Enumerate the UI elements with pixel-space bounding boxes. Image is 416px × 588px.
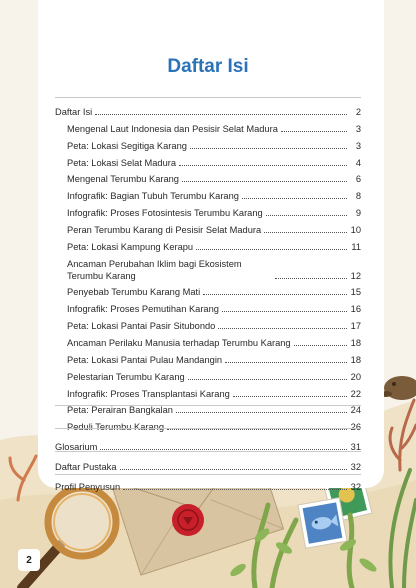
toc-entry[interactable] [55,239,361,253]
divider-after-profil [55,474,361,475]
toc-entry-title: Peta: Lokasi Selat Madura [67,157,177,168]
toc-entry-page: 9 [355,208,361,219]
toc-entry[interactable] [55,171,361,185]
toc-leader-dots [281,131,347,132]
toc-leader-dots [176,412,347,413]
toc-entry[interactable] [55,188,361,202]
toc-entry[interactable] [55,222,361,236]
toc-entry-title: Ancaman Perilaku Manusia terhadap Terumbu Karang [67,337,291,348]
toc-entry-title: Peta: Lokasi Pantai Pasir Situbondo [67,321,216,332]
toc-entry[interactable] [55,284,361,298]
toc-entry[interactable] [55,369,361,383]
toc-entry[interactable] [55,104,361,118]
toc-entry[interactable] [55,479,361,493]
toc-leader-dots [188,379,347,380]
toc-entry-title: Infografik: Bagian Tubuh Terumbu Karang [67,191,239,202]
toc-entry-page: 24 [350,405,361,416]
page-number: 2 [18,549,40,571]
toc-entry-title: Penyebab Terumbu Karang Mati [67,287,201,298]
toc-leader-dots [182,181,347,182]
toc-entry[interactable] [55,335,361,349]
toc-entry-page: 11 [351,241,361,252]
fish-stamp [298,498,347,549]
toc-leader-dots [264,232,347,233]
toc-entry-title: Peduli Terumbu Karang [67,422,164,433]
toc-leader-dots [179,165,347,166]
toc-entry[interactable] [55,256,361,282]
toc-entry-page: 6 [355,174,361,185]
toc-entry-page: 15 [350,287,361,298]
toc-entry-page: 18 [350,354,361,365]
toc-entry[interactable] [55,352,361,366]
toc-entry-page: 2 [355,107,361,117]
divider-after-sections [55,405,361,406]
toc-entry-title: Profil Penyusun [55,482,121,493]
toc-entry-title: Mengenal Laut Indonesia dan Pesisir Selat Madura [67,123,278,134]
toc-entry[interactable] [55,301,361,315]
toc-entry[interactable] [55,205,361,219]
toc-leader-dots [203,294,347,295]
toc-entry-title: Infografik: Proses Pemutihan Karang [67,304,219,315]
sea-turtle [380,376,416,400]
toc-entry-page: 20 [350,371,361,382]
toc-entry-page: 12 [350,270,361,281]
toc-entry-page: 3 [355,123,361,134]
toc-entry[interactable] [55,155,361,169]
page-title: Daftar Isi [167,56,249,77]
toc-entry-page: 8 [355,191,361,202]
toc-leader-dots [242,198,347,199]
toc-leader-dots [190,148,347,149]
toc-entry-title: Peta: Perairan Bangkalan [67,405,173,416]
toc-leader-dots [266,215,347,216]
toc-entry-title: Infografik: Proses Transplantasi Karang [67,388,230,399]
toc-leader-dots [167,429,347,430]
top-divider [55,97,361,98]
table-of-contents [55,104,361,496]
toc-entry-title: Mengenal Terumbu Karang [67,174,179,185]
toc-entry-page: 17 [350,321,361,332]
toc-entry-page: 4 [355,157,361,168]
wax-seal [172,504,204,536]
toc-entry[interactable] [55,318,361,332]
toc-entry-title: Glosarium [55,442,98,453]
toc-leader-dots [120,469,348,470]
toc-entry[interactable] [55,121,361,135]
toc-entry-page: 18 [350,337,361,348]
toc-entry-title: Peta: Lokasi Segitiga Karang [67,140,187,151]
toc-leader-dots [218,328,347,329]
toc-leader-dots [225,362,347,363]
toc-entry[interactable] [55,459,361,473]
toc-entry-title: Pelestarian Terumbu Karang [67,371,185,382]
toc-leader-dots [294,345,347,346]
toc-leader-dots [222,311,347,312]
toc-leader-dots [123,489,347,490]
toc-entry-title: Peran Terumbu Karang di Pesisir Selat Madura [67,224,262,235]
toc-leader-dots [196,249,347,250]
toc-entry-title: Daftar Isi [55,107,93,117]
toc-entry-title: Peta: Lokasi Pantai Pulau Mandangin [67,354,223,365]
toc-leader-dots [95,114,347,115]
toc-entry-title: Ancaman Perubahan Iklim bagi Ekosistem Terumbu Karang [67,258,242,281]
divider-after-glosarium [55,428,361,429]
toc-entry-page: 32 [350,462,361,473]
toc-entry-page: 3 [355,140,361,151]
toc-entry[interactable] [55,386,361,400]
toc-entry-page: 16 [350,304,361,315]
toc-entry-title: Infografik: Proses Fotosintesis Terumbu Karang [67,208,263,219]
toc-entry-page: 31 [350,442,361,453]
toc-entry-title: Peta: Lokasi Kampung Kerapu [67,241,194,252]
toc-leader-dots [233,396,347,397]
toc-entry-title: Daftar Pustaka [55,462,117,473]
toc-entry-page: 10 [350,224,361,235]
toc-entry-page: 26 [350,422,361,433]
toc-leader-dots [275,278,347,279]
toc-entry[interactable] [55,138,361,152]
toc-entry[interactable] [55,419,361,433]
toc-entry-page: 32 [350,482,361,493]
toc-entry-page: 22 [350,388,361,399]
divider-after-pustaka [55,451,361,452]
